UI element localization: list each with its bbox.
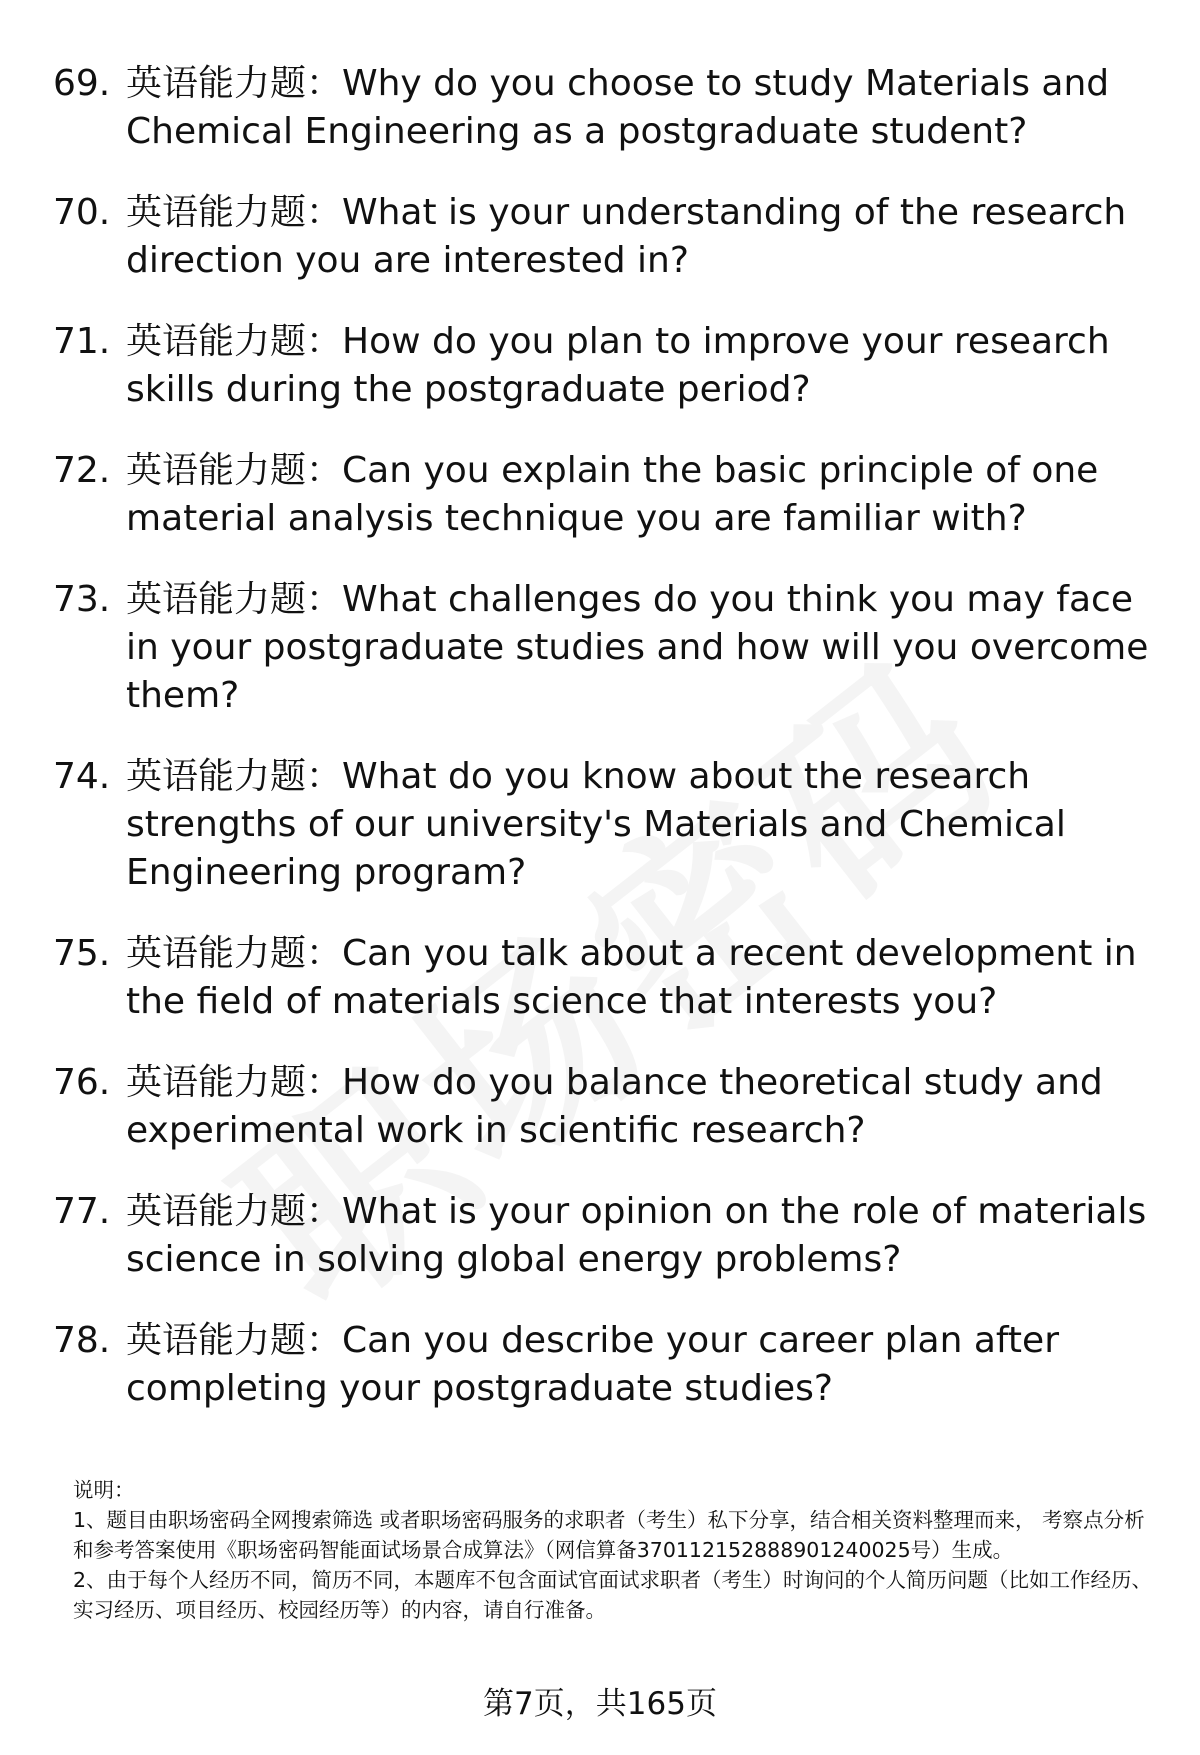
question-text: What do you know about the research strengths of our university's Materials and Chemical Engineering program? xyxy=(126,756,1066,893)
question-item xyxy=(0,447,1200,543)
question-text: How do you plan to improve your research skills during the postgraduate period? xyxy=(126,321,1110,410)
question-category: 英语能力题： xyxy=(126,63,343,104)
question-item xyxy=(0,753,1200,897)
question-list xyxy=(0,60,1200,1446)
notes-heading: 说明： xyxy=(73,1478,135,1502)
question-body xyxy=(118,318,1156,414)
question-number: 77. xyxy=(53,1191,111,1232)
notes-item-2: 2、由于每个人经历不同，简历不同，本题库不包含面试官面试求职者（考生）时询问的个人简历问题（比如工作经历、实习经历、项目经历、校园经历等）的内容，请自行准备。 xyxy=(73,1568,1153,1622)
question-text: How do you balance theoretical study and experimental work in scientific research? xyxy=(126,1062,1103,1151)
question-body xyxy=(118,1188,1156,1284)
question-number: 78. xyxy=(53,1320,111,1361)
question-item xyxy=(0,318,1200,414)
question-number: 70. xyxy=(53,192,111,233)
question-number: 74. xyxy=(53,756,111,797)
question-body xyxy=(118,753,1156,897)
question-item xyxy=(0,576,1200,720)
question-category: 英语能力题： xyxy=(126,1191,343,1232)
question-item xyxy=(0,60,1200,156)
question-text: What is your opinion on the role of materials science in solving global energy problems? xyxy=(126,1191,1147,1280)
question-number: 76. xyxy=(53,1062,111,1103)
question-category: 英语能力题： xyxy=(126,450,343,491)
notes-item-1: 1、题目由职场密码全网搜索筛选 或者职场密码服务的求职者（考生）私下分享，结合相关资料整理而来， 考察点分析和参考答案使用《职场密码智能面试场景合成算法》（网信算备370112152888901240025号）生成。 xyxy=(73,1508,1145,1562)
question-text: What is your understanding of the research direction you are interested in? xyxy=(126,192,1127,281)
question-number: 72. xyxy=(53,450,111,491)
question-category: 英语能力题： xyxy=(126,756,343,797)
question-number: 69. xyxy=(53,63,111,104)
question-item xyxy=(0,1059,1200,1155)
question-item xyxy=(0,930,1200,1026)
page-footer: 第7页，共165页 xyxy=(483,1686,717,1722)
notes-section xyxy=(73,1475,1153,1625)
question-text: Can you explain the basic principle of one material analysis technique you are familiar with? xyxy=(126,450,1099,539)
question-body xyxy=(118,189,1156,285)
question-text: Can you describe your career plan after completing your postgraduate studies? xyxy=(126,1320,1059,1409)
question-category: 英语能力题： xyxy=(126,1320,343,1361)
question-body xyxy=(118,930,1156,1026)
question-number: 73. xyxy=(53,579,111,620)
question-number: 75. xyxy=(53,933,111,974)
question-number: 71. xyxy=(53,321,111,362)
question-category: 英语能力题： xyxy=(126,321,343,362)
question-item xyxy=(0,189,1200,285)
question-item xyxy=(0,1188,1200,1284)
question-body xyxy=(118,1059,1156,1155)
question-category: 英语能力题： xyxy=(126,1062,343,1103)
question-category: 英语能力题： xyxy=(126,579,343,620)
question-body xyxy=(118,1317,1156,1413)
question-body xyxy=(118,60,1156,156)
question-body xyxy=(118,447,1156,543)
question-body xyxy=(118,576,1156,720)
question-category: 英语能力题： xyxy=(126,933,343,974)
question-text: What challenges do you think you may face in your postgraduate studies and how will you overcome them? xyxy=(126,579,1149,716)
question-text: Why do you choose to study Materials and Chemical Engineering as a postgraduate student? xyxy=(126,63,1110,152)
question-text: Can you talk about a recent development in the field of materials science that interests you? xyxy=(126,933,1137,1022)
question-category: 英语能力题： xyxy=(126,192,343,233)
question-item xyxy=(0,1317,1200,1413)
